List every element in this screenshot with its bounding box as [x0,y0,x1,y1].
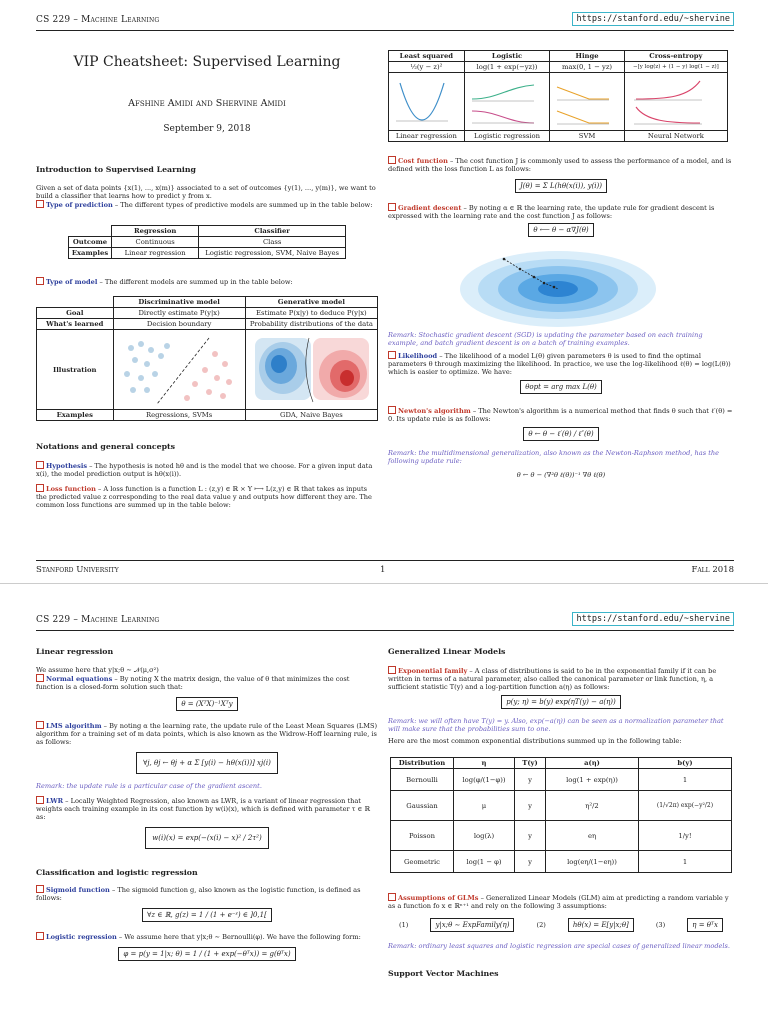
url-link[interactable]: https://stanford.edu/~shervine [572,12,734,26]
cross-entropy-curve-plot [628,77,708,127]
keyword: LWR [46,797,64,805]
right-column [388,648,734,978]
table-cell: Neural Network [624,131,727,142]
table-header [68,226,111,237]
exp-list-text: Here are the most common exponential distributions summed up in the following table: [388,737,682,745]
keyword: Sigmoid function [46,886,110,894]
table-cell: y [515,769,546,791]
table-cell: eη [546,821,639,851]
glm-remark: Remark: ordinary least squares and logistic regression are special cases of generalized linear models. [388,942,731,950]
hinge-curve-plot [553,77,613,127]
table-cell: GDA, Naive Bayes [245,410,377,421]
table-cell: max(0, 1 − yz) [550,62,625,73]
keyword: Assumptions of GLMs [398,894,479,902]
authors: Afshine Amidi and Shervine Amidi [128,98,286,109]
likelihood-paragraph [388,351,734,376]
hypothesis-paragraph [36,461,378,478]
intro-text: Given a set of data points {x(1), ..., x(m)} associated to a set of outcomes {y(1), ..., y(m)}, we want to build a classifier that learns how to predict y from x. [36,184,376,200]
newton-formula: θ ← θ − ℓ′(θ) / ℓ″(θ) [523,427,598,441]
table-cell: Gaussian [391,791,454,821]
keyword: Loss function [46,485,96,493]
lms-remark: Remark: the update rule is a particular case of the gradient ascent. [36,782,262,790]
checkbox-icon [388,351,396,359]
paragraph-text: – The different types of predictive models are summed up in the table below: [112,201,373,209]
exp-remark: Remark: we will often have T(y) = y. Also, exp(−a(η)) can be seen as a normalization parameter that will make sure that the probabilities sum to one. [388,717,724,733]
table-cell: Continuous [112,237,199,248]
paragraph-text: – Generalized Linear Models (GLM) aim at predicting a random variable y as a function fo x ∈ ℝⁿ⁺¹ and rely on the following 3 assumptions: [388,894,729,910]
keyword: Logistic regression [46,933,117,941]
checkbox-icon [36,796,44,804]
table-cell: Decision boundary [113,319,245,330]
cross-entropy-plot [624,73,727,131]
table-cell: y [515,851,546,873]
page-2 [0,600,768,1024]
newton-paragraph [388,406,734,423]
newton-remark: Remark: the multidimensional generalization, also known as the Newton-Raphson method, has the following update rule: [388,449,720,465]
page-header [36,10,734,31]
lms-formula: ∀j, θj ← θj + α Σ [y(i) − hθ(x(i))] xj(i) [136,752,278,774]
footer-left: Stanford University [36,565,119,575]
lms-paragraph [36,721,378,746]
table-cell: Estimate P(x|y) to deduce P(y|x) [245,308,377,319]
table-cell: μ [454,791,515,821]
keyword: Normal equations [46,675,113,683]
table-cell: Poisson [391,821,454,851]
checkbox-icon [36,932,44,940]
prediction-table [68,225,346,259]
keyword: Likelihood [398,352,438,360]
page-header [36,610,734,631]
table-cell: Examples [37,410,114,421]
gradient-descent-paragraph [388,203,734,220]
table-cell: Logistic regression [464,131,550,142]
table-cell: Examples [68,248,111,259]
keyword: Newton's algorithm [398,407,471,415]
section-heading: Linear regression [36,647,114,656]
keyword: Exponential family [398,667,468,675]
distribution-table [390,757,732,873]
checkbox-icon [36,721,44,729]
paragraph-text: – The different models are summed up in the table below: [97,278,293,286]
paragraph-text: – The cost function J is commonly used to assess the performance of a model, and is defined with the loss function L as follows: [388,157,732,173]
model-table [36,296,378,421]
keyword: Hypothesis [46,462,88,470]
type-model-paragraph [36,277,378,286]
table-header: η [454,758,515,769]
type-prediction-paragraph [36,200,378,209]
table-cell: y [515,821,546,851]
newton-multi-formula: θ ← θ − (∇²θ ℓ(θ))⁻¹ ∇θ ℓ(θ) [516,471,606,479]
table-cell: Directly estimate P(y|x) [113,308,245,319]
generative-illustration [245,330,377,410]
table-cell: log(eη/(1−eη)) [546,851,639,873]
table-cell: log(1 − φ) [454,851,515,873]
lwr-formula: w(i)(x) = exp(−(x(i) − x)² / 2τ²) [145,827,268,849]
logistic-curve-plot [468,77,538,127]
table-cell: What's learned [37,319,114,330]
gradient-descent-formula: θ ⟵ θ − α∇J(θ) [528,223,593,237]
table-cell: 1 [639,769,732,791]
normal-formula: θ = (XᵀX)⁻¹Xᵀy [176,697,237,711]
table-cell: Linear regression [112,248,199,259]
checkbox-icon [388,406,396,414]
decision-boundary-diagram [117,334,241,406]
table-cell: Bernoulli [391,769,454,791]
keyword: LMS algorithm [46,722,102,730]
table-cell: y [515,791,546,821]
keyword: Type of model [46,278,98,286]
cost-formula: J(θ) = Σ L(hθ(x(i)), y(i)) [515,179,607,193]
left-column [36,648,378,961]
section-heading: Classification and logistic regression [36,868,198,877]
discriminative-illustration [113,330,245,410]
table-header: a(η) [546,758,639,769]
table-header: Hinge [550,51,625,62]
assumption-2: hθ(x) = E[y|x;θ] [568,918,634,932]
checkbox-icon [36,484,44,492]
table-header [37,297,114,308]
checkbox-icon [36,461,44,469]
checkbox-icon [36,200,44,208]
least-squared-plot [389,73,465,131]
date: September 9, 2018 [163,124,251,134]
linreg-assume: We assume here that y|x;θ ∼ 𝒩(μ,σ²) [36,666,159,674]
paragraph-text: – By noting X the matrix design, the value of θ that minimizes the cost function is a closed-form solution such that: [36,675,350,691]
likelihood-formula: θopt = arg max L(θ) [520,380,602,394]
table-cell: Logistic regression, SVM, Naive Bayes [199,248,346,259]
keyword: Cost function [398,157,448,165]
table-header: Cross-entropy [624,51,727,62]
right-column [388,50,734,479]
checkbox-icon [36,674,44,682]
table-cell: Class [199,237,346,248]
hinge-plot [550,73,625,131]
course-title: CS 229 – Machine Learning [36,15,160,25]
logreg-paragraph [36,932,378,941]
checkbox-icon [388,893,396,901]
section-heading: Introduction to Supervised Learning [36,165,196,174]
table-header: Discriminative model [113,297,245,308]
intro-section [36,166,378,509]
assumption-1-label: (1) [399,921,409,929]
table-cell: Goal [37,308,114,319]
checkbox-icon [36,885,44,893]
sigmoid-paragraph [36,885,378,902]
lwr-paragraph [36,796,378,821]
table-header: Generative model [245,297,377,308]
table-cell: SVM [550,131,625,142]
section-heading: Notations and general concepts [36,442,176,451]
paragraph-text: – The sigmoid function g, also known as the logistic function, is defined as follows: [36,886,361,902]
section-heading: Generalized Linear Models [388,647,506,656]
table-cell: −[y log(z) + (1 − y) log(1 − z)] [624,62,727,73]
checkbox-icon [388,666,396,674]
paragraph-text: – By noting α the learning rate, the update rule of the Least Mean Squares (LMS) algorithm for a training set of m data points, which is also known as the Widrow-Hoff learning rule, is as follows: [36,722,378,746]
url-link[interactable]: https://stanford.edu/~shervine [572,612,734,626]
table-cell: Outcome [68,237,111,248]
table-cell: log(1 + exp(η)) [546,769,639,791]
course-title: CS 229 – Machine Learning [36,615,160,625]
paragraph-text: – A class of distributions is said to be in the exponential family if it can be written in terms of a natural parameter, also called the canonical parameter or link function, η, a sufficient statistic T(y) and a log-partition function a(η) as follows: [388,667,717,691]
gradient-descent-diagram [388,241,734,327]
paragraph-text: – The hypothesis is noted hθ and is the model that we choose. For a given input data x(i), the model prediction output is hθ(x(i)). [36,462,373,478]
normal-paragraph [36,674,378,691]
page-number: 1 [380,565,386,575]
page-footer [36,560,734,575]
table-header: b(y) [639,758,732,769]
table-header: Logistic [464,51,550,62]
sgd-remark: Remark: Stochastic gradient descent (SGD) is updating the parameter based on each training example, and batch gradient descent is on a batch of training examples. [388,331,703,347]
exp-family-formula: p(y; η) = b(y) exp(ηT(y) − a(η)) [501,695,621,709]
table-cell: log(φ/(1−φ)) [454,769,515,791]
checkbox-icon [36,277,44,285]
table-cell: 1/y! [639,821,732,851]
checkbox-icon [388,156,396,164]
assumption-2-label: (2) [536,921,546,929]
assumption-3: η = θᵀx [687,918,723,932]
logistic-plot [464,73,550,131]
cost-paragraph [388,156,734,173]
keyword: Gradient descent [398,204,462,212]
table-cell: 1 [639,851,732,873]
table-cell: ½(y − z)² [389,62,465,73]
table-header: Distribution [391,758,454,769]
loss-table [388,50,728,142]
section-heading: Support Vector Machines [388,969,499,978]
table-cell: Illustration [37,330,114,410]
paragraph-text: – A loss function is a function L : (z,y) ∈ ℝ × Y ⟼ L(z,y) ∈ ℝ that takes as inputs the predicted value z corresponding to the real data value y and outputs how different they are. The common loss functions are summed up in the table below: [36,485,372,509]
table-cell: Regressions, SVMs [113,410,245,421]
logreg-formula: φ = p(y = 1|x; θ) = 1 / (1 + exp(−θᵀx)) = g(θᵀx) [118,947,295,961]
table-cell: (1/√2π) exp(−y²/2) [639,791,732,821]
table-cell: log(λ) [454,821,515,851]
paragraph-text: – Locally Weighted Regression, also known as LWR, is a variant of linear regression that weights each training example in its cost function by w(i)(x), which is defined with parameter τ ∈ ℝ as: [36,797,370,821]
paragraph-text: – By noting α ∈ ℝ the learning rate, the update rule for gradient descent is expressed with the learning rate and the cost function J as follows: [388,204,715,220]
table-header: Least squared [389,51,465,62]
table-cell: Geometric [391,851,454,873]
table-cell: Probability distributions of the data [245,319,377,330]
table-cell: Linear regression [389,131,465,142]
table-cell: log(1 + exp(−yz)) [464,62,550,73]
footer-right: Fall 2018 [691,565,734,575]
table-header: T(y) [515,758,546,769]
assumptions-list [388,918,734,932]
assumption-3-label: (3) [655,921,666,929]
paragraph-text: – We assume here that y|x;θ ∼ Bernoulli(φ). We have the following form: [116,933,361,941]
sigmoid-formula: ∀z ∈ ℝ, g(z) = 1 / (1 + e⁻ᶻ) ∈ ]0,1[ [142,908,272,922]
assumptions-paragraph [388,893,734,910]
loss-paragraph [36,484,378,509]
document-title: VIP Cheatsheet: Supervised Learning [73,54,341,70]
distribution-diagram [249,334,373,406]
paragraph-text: – The likelihood of a model L(θ) given parameters θ is used to find the optimal parameters θ through maximizing the likelihood. In practice, we use the log-likelihood ℓ(θ) = log(L(θ)) which is easier to optimize. We have: [388,352,731,376]
table-header: Regression [112,226,199,237]
parabola-plot [392,77,452,127]
checkbox-icon [388,203,396,211]
table-cell: η²/2 [546,791,639,821]
paragraph-text: – The Newton's algorithm is a numerical method that finds θ such that ℓ′(θ) = 0. Its update rule is as follows: [388,407,733,423]
assumption-1: y|x;θ ∼ ExpFamily(η) [430,918,514,932]
keyword: Type of prediction [46,201,113,209]
exp-family-paragraph [388,666,734,691]
table-header: Classifier [199,226,346,237]
